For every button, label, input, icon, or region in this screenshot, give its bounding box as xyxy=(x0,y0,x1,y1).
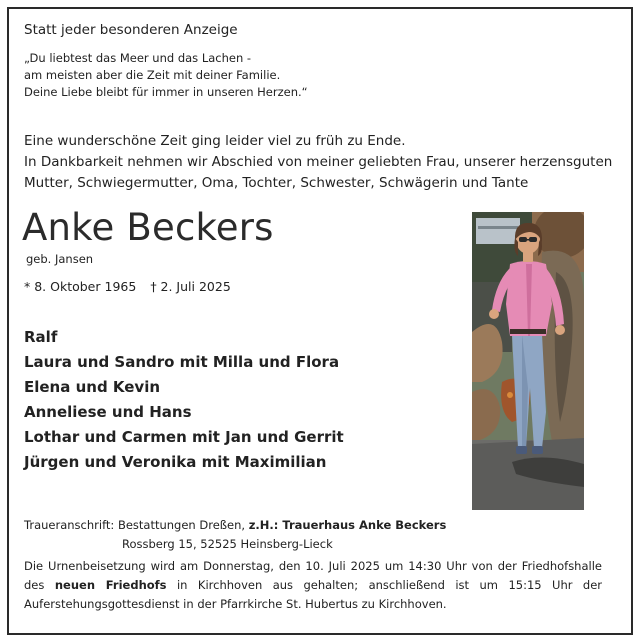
family-member: Ralf xyxy=(24,328,58,346)
burial-notice xyxy=(24,557,602,614)
family-member: Elena und Kevin xyxy=(24,378,161,396)
birth-name: geb. Jansen xyxy=(26,252,94,266)
notice-cemetery: neuen Friedhofs xyxy=(54,578,167,592)
family-member: Laura und Sandro mit Milla und Flora xyxy=(24,353,340,371)
quote-line: am meisten aber die Zeit mit deiner Familie. xyxy=(24,68,281,82)
address-street: Rossberg 15, 52525 Heinsberg-Lieck xyxy=(122,537,333,551)
intro-line: In Dankbarkeit nehmen wir Abschied von meiner geliebten Frau, unserer herzensguten xyxy=(24,154,613,170)
birth-date: * 8. Oktober 1965 xyxy=(24,279,137,294)
address-line-1 xyxy=(24,516,446,535)
address-label: Traueranschrift: xyxy=(24,518,115,532)
funeral-home: Bestattungen Dreßen, xyxy=(117,518,246,532)
memorial-quote xyxy=(24,50,308,101)
intro-line: Eine wunderschöne Zeit ging leider viel zu früh zu Ende. xyxy=(24,133,406,149)
mourning-address xyxy=(24,516,446,554)
deceased-name: Anke Beckers xyxy=(22,206,274,249)
intro-text xyxy=(24,131,612,194)
notice-text-2: in Kirchhoven aus gehalten; anschließend ist um 15:15 Uhr der Auferstehungsgottesdienst in der Pfarrkirche St. Hubertus zu Kirchhoven. xyxy=(24,578,603,611)
family-member: Lothar und Carmen mit Jan und Gerrit xyxy=(24,428,344,446)
death-date: † 2. Juli 2025 xyxy=(150,279,231,294)
life-dates xyxy=(24,279,231,294)
quote-line: Deine Liebe bleibt für immer in unseren Herzen.“ xyxy=(24,85,308,99)
notice-text: Die Urnenbeisetzung wird am Donnerstag, den 10. Juli 2025 um 14:30 Uhr von der Friedhofshalle des xyxy=(24,559,602,592)
intro-line: Mutter, Schwiegermutter, Oma, Tochter, Schwester, Schwägerin und Tante xyxy=(24,175,529,191)
header-line: Statt jeder besonderen Anzeige xyxy=(24,22,238,38)
address-attention: z.H.: Trauerhaus Anke Beckers xyxy=(248,518,447,532)
family-list xyxy=(24,325,344,475)
family-member: Jürgen und Veronika mit Maximilian xyxy=(24,453,327,471)
family-member: Anneliese und Hans xyxy=(24,403,192,421)
portrait-photo xyxy=(472,212,584,510)
quote-line: „Du liebtest das Meer und das Lachen - xyxy=(24,51,252,65)
